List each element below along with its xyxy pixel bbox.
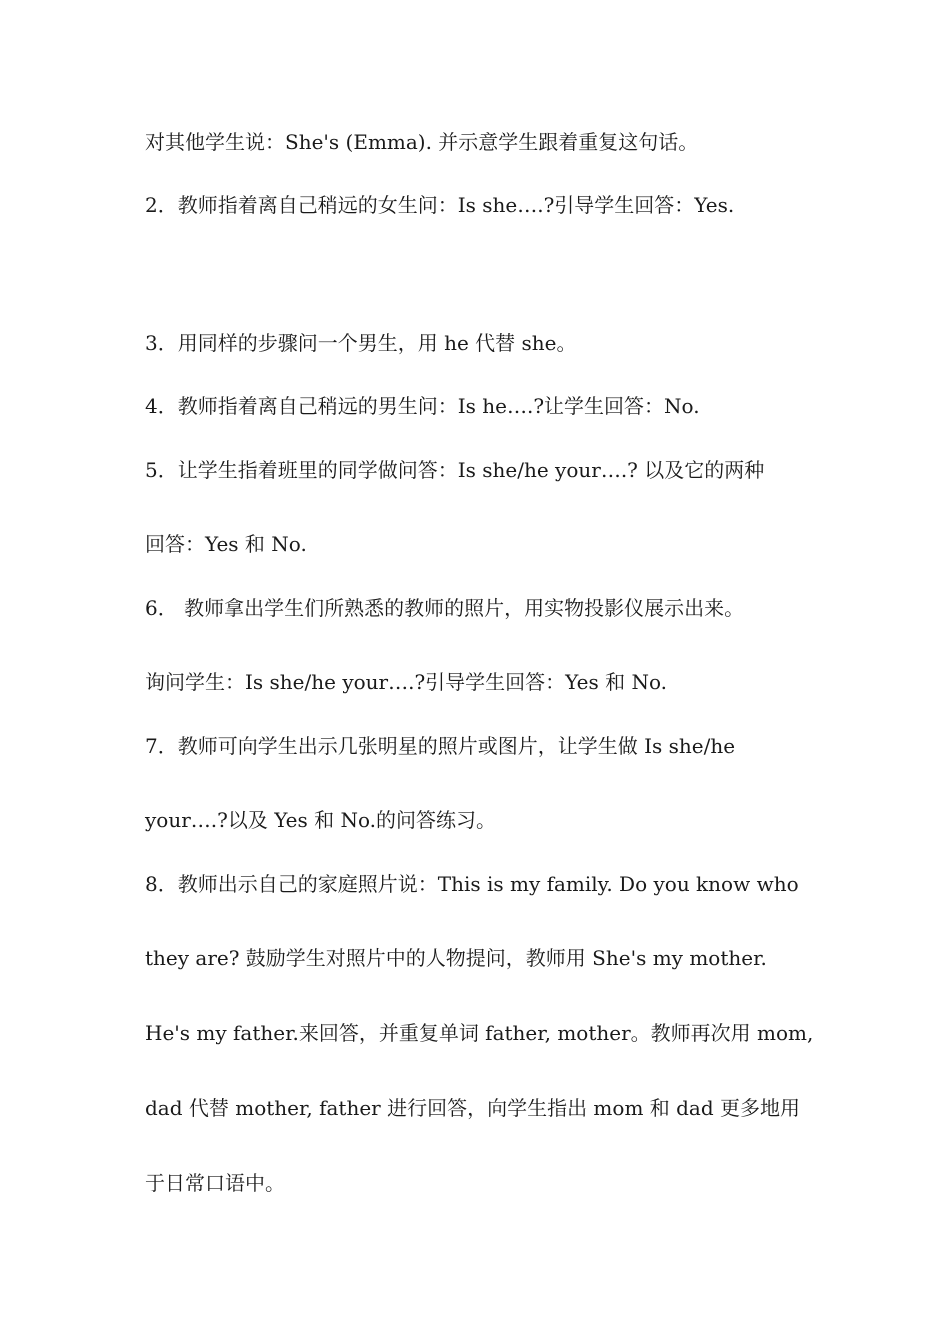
text-line-5: 5．让学生指着班里的同学做问答：Is she/he your….? 以及它的两种 [145,458,765,482]
text-line-2: 2．教师指着离自己稍远的女生问：Is she….?引导学生回答：Yes. [145,193,735,217]
text-line-12: they are? 鼓励学生对照片中的人物提问，教师用 She's my mother. [145,946,767,970]
text-line-4: 4．教师指着离自己稍远的男生问：Is he….?让学生回答：No. [145,394,700,418]
text-line-8: 询问学生：Is she/he your….?引导学生回答：Yes 和 No. [145,670,668,694]
text-line-1: 对其他学生说：She's (Emma). 并示意学生跟着重复这句话。 [145,130,699,154]
text-line-15: 于日常口语中。 [145,1171,285,1195]
text-line-7: 6． 教师拿出学生们所熟悉的教师的照片，用实物投影仪展示出来。 [145,596,745,620]
text-line-3: 3．用同样的步骤问一个男生，用 he 代替 she。 [145,331,577,355]
text-line-9: 7．教师可向学生出示几张明星的照片或图片，让学生做 Is she/he [145,734,736,758]
text-line-11: 8．教师出示自己的家庭照片说：This is my family. Do you know who [145,872,799,896]
text-line-13: He's my father.来回答，并重复单词 father, mother。教师再次用 mom, [145,1021,814,1045]
text-line-10: your….?以及 Yes 和 No.的问答练习。 [145,808,497,832]
text-line-6: 回答：Yes 和 No. [145,532,307,556]
text-line-14: dad 代替 mother, father 进行回答，向学生指出 mom 和 dad 更多地用 [145,1096,801,1120]
